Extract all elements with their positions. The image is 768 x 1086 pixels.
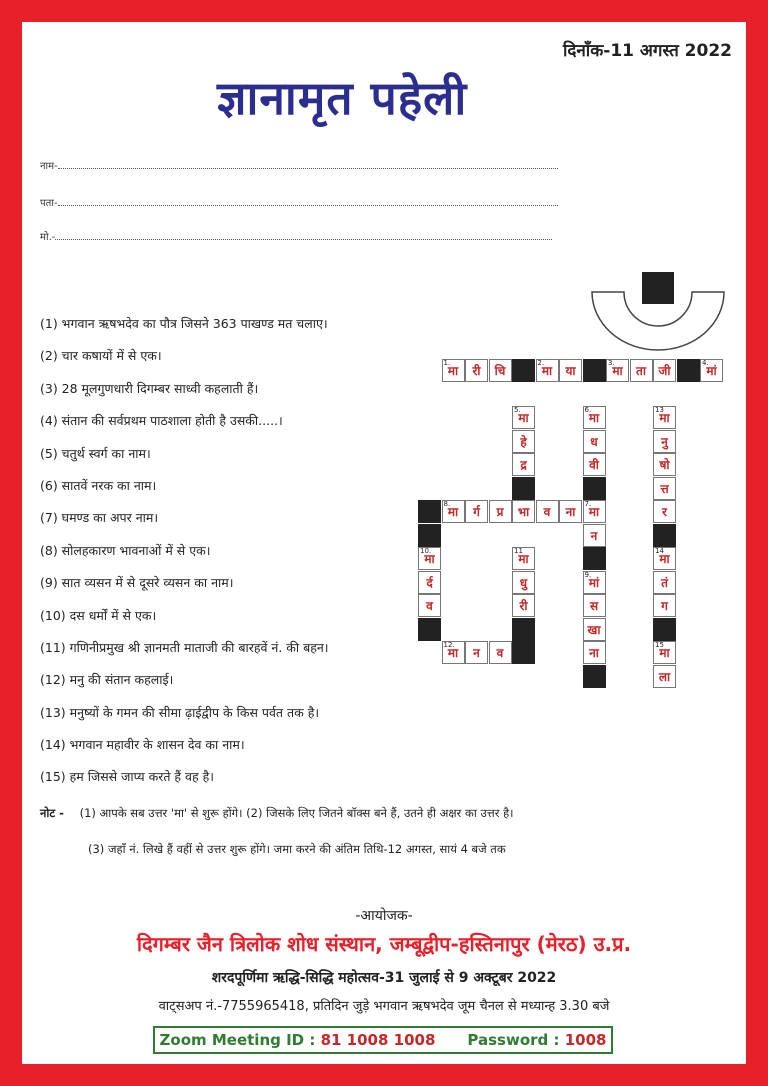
clue-item: (6) सातवें नरक का नाम। [40, 477, 157, 493]
crossword-cell[interactable] [512, 594, 535, 617]
crossword-answer-letter: मा [447, 364, 459, 378]
crossword-clue-number: 10. [420, 547, 432, 555]
crossword-clue-number: 7. [584, 500, 592, 508]
name-field-label: नाम- [40, 161, 58, 172]
crossword-cell[interactable] [559, 359, 582, 382]
crossword-answer-letter: षो [659, 458, 670, 472]
zoom-id-value[interactable]: 81 1008 1008 [320, 1031, 436, 1049]
crossword-block [653, 524, 676, 547]
crossword-block [512, 359, 535, 382]
crossword-cell[interactable] [465, 641, 488, 664]
crossword-grid [418, 359, 740, 689]
clue-item: (1) भगवान ऋषभदेव का पौत्र जिसने 363 पाखण्ड मत चलाए। [40, 316, 328, 331]
crossword-answer-letter: प्र [496, 505, 504, 519]
crossword-cell[interactable] [465, 359, 488, 382]
crossword-cell[interactable] [512, 500, 535, 523]
crossword-answer-letter: न [473, 646, 480, 660]
crossword-cell[interactable] [653, 453, 676, 476]
crossword-cell[interactable] [583, 594, 606, 617]
crossword-block [418, 618, 441, 641]
crossword-answer-letter: मा [447, 646, 459, 660]
organizer-label: -आयोजक- [355, 908, 413, 924]
crossword-cell[interactable] [653, 500, 676, 523]
zoom-password-value[interactable]: 1008 [564, 1031, 607, 1049]
crossword-answer-letter: चि [494, 364, 506, 378]
note-text-1: (1) आपके सब उत्तर 'मा' से शुरू होंगे। (2) जिसके लिए जितने बॉक्स बने हैं, उतने ही अक्षर का उत्तर है। [79, 806, 514, 820]
crossword-answer-letter: मां [588, 575, 600, 590]
crossword-cell[interactable] [700, 359, 723, 382]
crossword-answer-letter: री [472, 364, 481, 378]
crossword-cell[interactable] [606, 359, 629, 382]
note-line-1 [40, 806, 514, 821]
crossword-block [583, 665, 606, 688]
crossword-cell[interactable] [512, 406, 535, 429]
crossword-answer-letter: स [589, 599, 599, 613]
crossword-clue-number: 5. [514, 406, 521, 414]
crossword-cell[interactable] [489, 500, 512, 523]
crossword-cell[interactable] [559, 500, 582, 523]
crossword-answer-letter: मा [447, 505, 459, 519]
crossword-answer-letter: खा [587, 622, 601, 637]
crossword-answer-letter: मा [518, 552, 529, 566]
crossword-block [583, 359, 606, 382]
crossword-clue-number: 15 [655, 641, 664, 649]
crossword-answer-letter: मा [659, 646, 670, 660]
crossword-answer-letter: या [565, 364, 576, 378]
crossword-cell[interactable] [442, 500, 465, 523]
clue-item: (11) गणिनीप्रमुख श्री ज्ञानमती माताजी की बारहवें नं. की बहन। [40, 639, 329, 655]
crossword-answer-letter: मा [541, 364, 553, 378]
crossword-cell[interactable] [653, 547, 676, 570]
crossword-clue-number: 6. [584, 406, 592, 414]
crossword-cell[interactable] [653, 359, 676, 382]
clue-item: (9) सात व्यसन में से दूसरे व्यसन का नाम। [40, 575, 234, 591]
crossword-cell[interactable] [583, 406, 606, 429]
crossword-cell[interactable] [418, 571, 441, 594]
clue-item: (15) हम जिससे जाप्य करते हैं वह है। [40, 769, 214, 785]
note-text-2: (3) जहाँ नं. लिखे हैं वहीं से उत्तर शुरू होंगे। जमा करने की अंतिम तिथि-12 अगस्त, सायं 4 बजे तक [88, 842, 506, 856]
crossword-answer-letter: द्र [520, 458, 527, 472]
crossword-cell[interactable] [653, 571, 676, 594]
crossword-cell[interactable] [536, 500, 559, 523]
crossword-answer-letter: ना [589, 646, 599, 660]
mobile-field[interactable] [40, 229, 552, 243]
crossword-cell[interactable] [512, 547, 535, 570]
crossword-cell[interactable] [512, 571, 535, 594]
crossword-answer-letter: त्त [660, 481, 669, 496]
crossword-block [653, 618, 676, 641]
crossword-answer-letter: मा [424, 552, 435, 566]
crossword-clue-number: 12. [443, 641, 455, 649]
crossword-cell[interactable] [442, 641, 465, 664]
festival-line: शरदपूर्णिमा ऋद्धि-सिद्धि महोत्सव-31 जुलाई से 9 अक्टूबर 2022 [211, 970, 557, 986]
crossword-clue-number: 14 [655, 547, 664, 555]
crossword-answer-letter: व [543, 505, 551, 519]
crossword-cell[interactable] [442, 359, 465, 382]
crossword-cell[interactable] [512, 430, 535, 453]
crossword-answer-letter: मा [588, 505, 600, 519]
clue-item: (10) दस धर्मों में से एक। [40, 607, 157, 623]
crossword-answer-letter: ग [661, 599, 668, 613]
organizer-name: दिगम्बर जैन त्रिलोक शोध संस्थान, जम्बूद्वीप-हस्तिनापुर (मेरठ) उ.प्र. [136, 932, 632, 956]
crossword-cell[interactable] [418, 547, 441, 570]
crossword-answer-letter: री [519, 599, 528, 613]
crossword-clue-number: 1. [443, 359, 451, 367]
crossword-cell[interactable] [583, 571, 606, 594]
crossword-cell[interactable] [465, 500, 488, 523]
crossword-clue-number: 3. [608, 359, 615, 367]
crossword-clue-number: 8. [443, 500, 451, 508]
crossword-cell[interactable] [489, 359, 512, 382]
clue-item: (4) संतान की सर्वप्रथम पाठशाला होती है उसकी.....। [40, 413, 283, 429]
crossword-answer-letter: न [590, 528, 598, 543]
crossword-cell[interactable] [653, 406, 676, 429]
crossword-answer-letter: जी [658, 364, 671, 378]
crossword-block [677, 359, 700, 382]
crossword-clue-number: 11 [514, 547, 523, 555]
crossword-clue-number: 13 [655, 406, 664, 414]
clue-item: (2) चार कषायों में से एक। [40, 348, 162, 364]
crossword-block [512, 618, 535, 641]
clue-item: (13) मनुष्यों के गमन की सीमा ढ़ाईद्वीप के किस पर्वत तक है। [40, 704, 320, 720]
crossword-answer-letter: व [496, 646, 504, 660]
crossword-cell[interactable] [653, 665, 676, 688]
crossword-cell[interactable] [512, 453, 535, 476]
mobile-field-label: मो.- [40, 232, 56, 243]
crossword-cell[interactable] [653, 641, 676, 664]
crossword-answer-letter: ला [658, 669, 671, 684]
crossword-answer-letter: ध [590, 434, 598, 449]
crossword-answer-letter: मा [659, 552, 670, 566]
crossword-cell[interactable] [583, 430, 606, 453]
crossword-answer-letter: ना [565, 505, 576, 519]
crossword-answer-letter: मा [518, 411, 529, 425]
crossword-block [418, 524, 441, 547]
crossword-answer-letter: हे [520, 434, 527, 449]
crossword-answer-letter: धु [519, 575, 528, 590]
clue-item: (12) मनु की संतान कहलाई। [40, 672, 174, 688]
crossword-cell[interactable] [418, 594, 441, 617]
whatsapp-line: वाट्सअप नं.-7755965418, प्रतिदिन जुड़े भगवान ऋषभदेव जूम चैनल से मध्यान्ह 3.30 बजे [158, 999, 610, 1014]
crossword-cell[interactable] [536, 359, 559, 382]
crossword-answer-letter: र्द [426, 575, 433, 590]
name-field[interactable] [40, 158, 558, 172]
crossword-decoration-icon [590, 272, 730, 352]
clue-item: (7) घमण्ड का अपर नाम। [40, 510, 159, 526]
crossword-block [512, 477, 535, 500]
clue-item: (14) भगवान महावीर के शासन देव का नाम। [40, 737, 245, 753]
crossword-cell[interactable] [583, 641, 606, 664]
crossword-answer-letter: मा [588, 411, 600, 425]
date-label: दिनाँक-11 अगस्त 2022 [562, 41, 732, 61]
crossword-clue-number: 4. [702, 359, 709, 367]
crossword-cell[interactable] [583, 500, 606, 523]
crossword-block [418, 500, 441, 523]
crossword-answer-letter: ता [636, 364, 646, 378]
address-field[interactable] [40, 195, 558, 209]
crossword-block [512, 641, 535, 664]
crossword-block [583, 547, 606, 570]
clue-item: (5) चतुर्थ स्वर्ग का नाम। [40, 445, 151, 461]
zoom-id-label: Zoom Meeting ID : [159, 1031, 316, 1049]
crossword-clue-number: 2. [537, 359, 545, 367]
crossword-cell[interactable] [630, 359, 653, 382]
puzzle-sheet [22, 22, 746, 1064]
crossword-cell[interactable] [653, 430, 676, 453]
crossword-clue-number: 9. [584, 570, 592, 579]
crossword-answer-letter: नु [661, 434, 668, 449]
page-title: ज्ञानामृत पहेली [217, 71, 468, 125]
crossword-block [583, 477, 606, 500]
crossword-answer-letter: तं [661, 575, 668, 590]
crossword-answer-letter: मां [706, 364, 717, 378]
crossword-cell[interactable] [583, 618, 606, 641]
crossword-answer-letter: वी [589, 458, 599, 472]
zoom-details-box [153, 1026, 613, 1054]
crossword-answer-letter: मा [612, 364, 623, 378]
crossword-answer-letter: मा [659, 411, 670, 425]
crossword-cell[interactable] [489, 641, 512, 664]
crossword-answer-letter: र [662, 505, 667, 519]
crossword-answer-letter: र्ग [473, 505, 480, 519]
clue-item: (3) 28 मूलगुणधारी दिगम्बर साध्वी कहलाती हैं। [40, 380, 259, 396]
crossword-cell[interactable] [653, 594, 676, 617]
note-label: नोट - [40, 806, 64, 820]
crossword-cell[interactable] [653, 477, 676, 500]
crossword-answer-letter: भा [517, 505, 530, 519]
clue-item: (8) सोलहकारण भावनाओं में से एक। [40, 542, 211, 558]
crossword-cell[interactable] [583, 524, 606, 547]
crossword-cell[interactable] [583, 453, 606, 476]
address-field-label: पता- [40, 198, 58, 209]
clue-list [40, 314, 329, 800]
crossword-answer-letter: व [426, 599, 433, 613]
zoom-password-label: Password : [467, 1031, 560, 1049]
